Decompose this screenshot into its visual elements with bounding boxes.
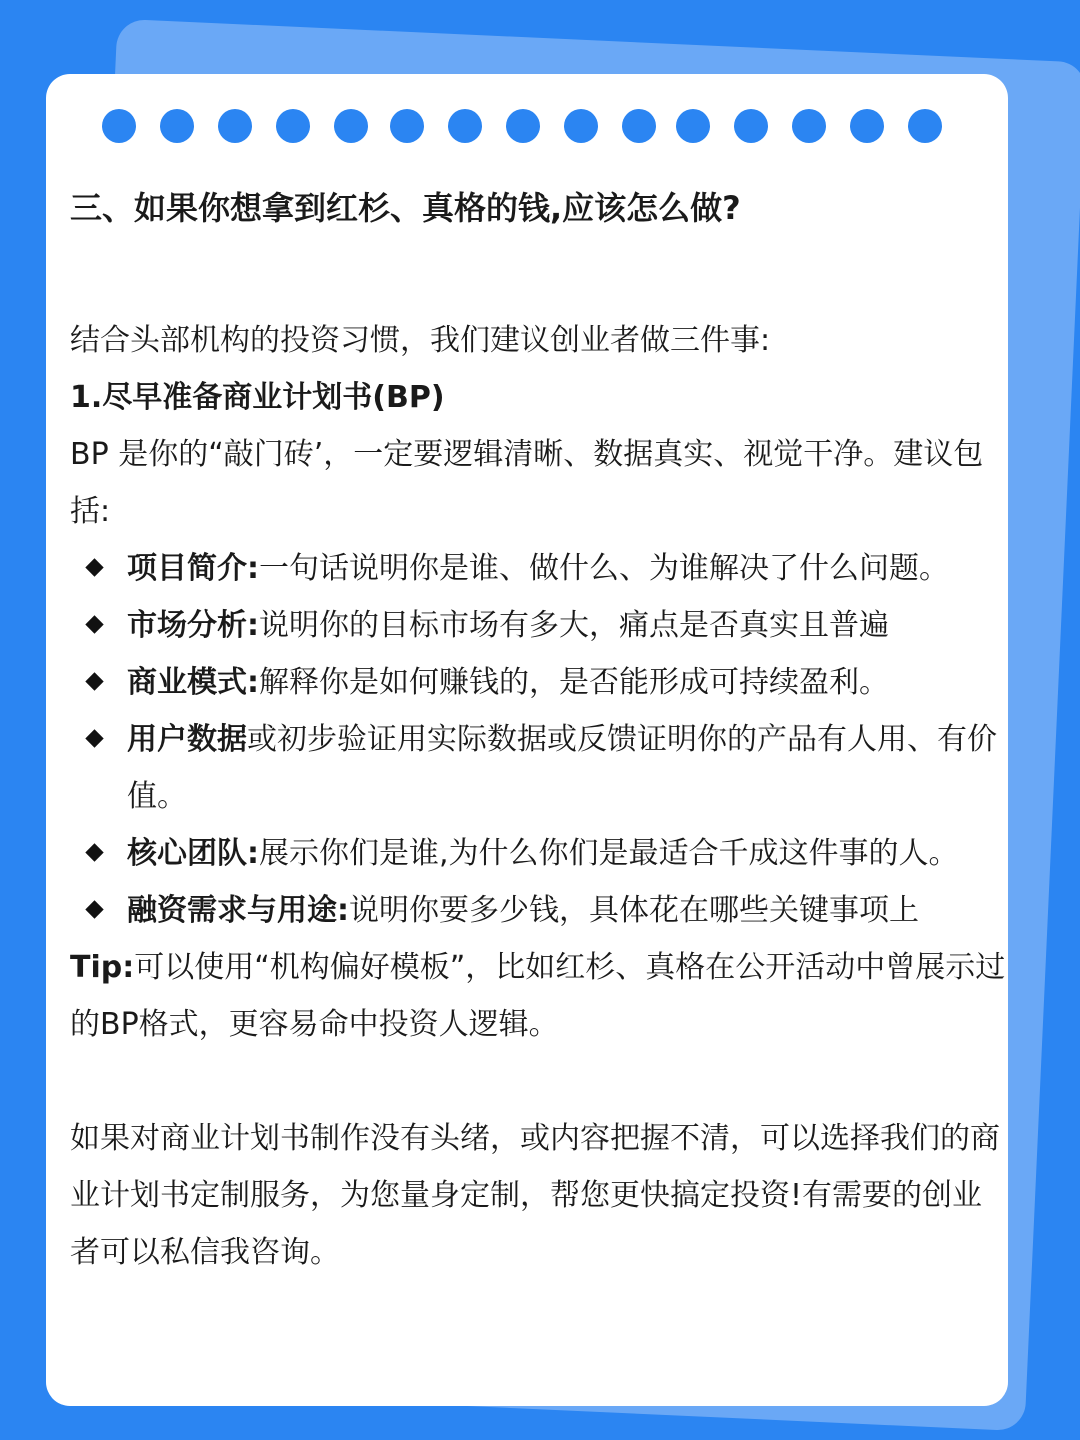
bullet-text: 一句话说明你是谁、做什么、为谁解决了什么问题。 bbox=[259, 551, 949, 586]
binder-hole bbox=[676, 109, 710, 143]
intro-text: 结合头部机构的投资习惯，我们建议创业者做三件事: bbox=[70, 323, 771, 358]
tip-text: 可以使用“机构偏好模板”，比如红杉、真格在公开活动中曾展示过的BP格式，更容易命中投资人逻辑。 bbox=[70, 950, 1006, 1042]
note-card bbox=[46, 74, 1008, 1406]
list-item bbox=[70, 882, 1006, 939]
section-heading: 1.尽早准备商业计划书(BP) bbox=[70, 380, 445, 415]
bullet-text: 或初步验证用实际数据或反馈证明你的产品有人用、有价值。 bbox=[127, 722, 997, 814]
bullet-label: 融资需求与用途: bbox=[127, 893, 349, 928]
binder-hole bbox=[218, 109, 252, 143]
binder-hole bbox=[334, 109, 368, 143]
bullet-text: 展示你们是谁,为什么你们是最适合千成这件事的人。 bbox=[259, 836, 959, 871]
bullet-label: 市场分析: bbox=[127, 608, 259, 643]
bullet-label: 用户数据 bbox=[127, 722, 247, 757]
bullet-text: 说明你要多少钱，具体花在哪些关键事项上 bbox=[349, 893, 919, 928]
list-item bbox=[70, 540, 1006, 597]
binder-hole bbox=[390, 109, 424, 143]
bullet-text: 解释你是如何赚钱的，是否能形成可持续盈利。 bbox=[259, 665, 889, 700]
page-title: 三、如果你想拿到红杉、真格的钱,应该怎么做? bbox=[70, 189, 741, 227]
binder-hole bbox=[734, 109, 768, 143]
binder-hole bbox=[850, 109, 884, 143]
bullet-label: 商业模式: bbox=[127, 665, 259, 700]
bullet-text: 说明你的目标市场有多大，痛点是否真实且普遍 bbox=[259, 608, 889, 643]
diamond-bullet-icon bbox=[85, 729, 103, 747]
bullet-label: 核心团队: bbox=[127, 836, 259, 871]
binder-holes bbox=[102, 109, 962, 143]
list-item bbox=[70, 654, 1006, 711]
tip-label: Tip: bbox=[70, 950, 135, 985]
list-item bbox=[70, 825, 1006, 882]
binder-hole bbox=[276, 109, 310, 143]
diamond-bullet-icon bbox=[85, 900, 103, 918]
binder-hole bbox=[908, 109, 942, 143]
binder-hole bbox=[792, 109, 826, 143]
bullet-label: 项目简介: bbox=[127, 551, 259, 586]
binder-hole bbox=[102, 109, 136, 143]
bullet-list bbox=[70, 540, 1006, 939]
article-content bbox=[70, 180, 1006, 1281]
binder-hole bbox=[506, 109, 540, 143]
binder-hole bbox=[564, 109, 598, 143]
diamond-bullet-icon bbox=[85, 843, 103, 861]
diamond-bullet-icon bbox=[85, 615, 103, 633]
section-body: BP 是你的“敲门砖’，一定要逻辑清晰、数据真实、视觉干净。建议包括: bbox=[70, 437, 984, 529]
diamond-bullet-icon bbox=[85, 672, 103, 690]
spacer bbox=[70, 1053, 1006, 1110]
diamond-bullet-icon bbox=[85, 558, 103, 576]
binder-hole bbox=[448, 109, 482, 143]
list-item bbox=[70, 711, 1006, 825]
binder-hole bbox=[622, 109, 656, 143]
binder-hole bbox=[160, 109, 194, 143]
tip-paragraph bbox=[70, 939, 1006, 1053]
list-item bbox=[70, 597, 1006, 654]
closing-text: 如果对商业计划书制作没有头绪，或内容把握不清，可以选择我们的商业计划书定制服务，为您量身定制，帮您更快搞定投资!有需要的创业者可以私信我咨询。 bbox=[70, 1121, 1000, 1270]
